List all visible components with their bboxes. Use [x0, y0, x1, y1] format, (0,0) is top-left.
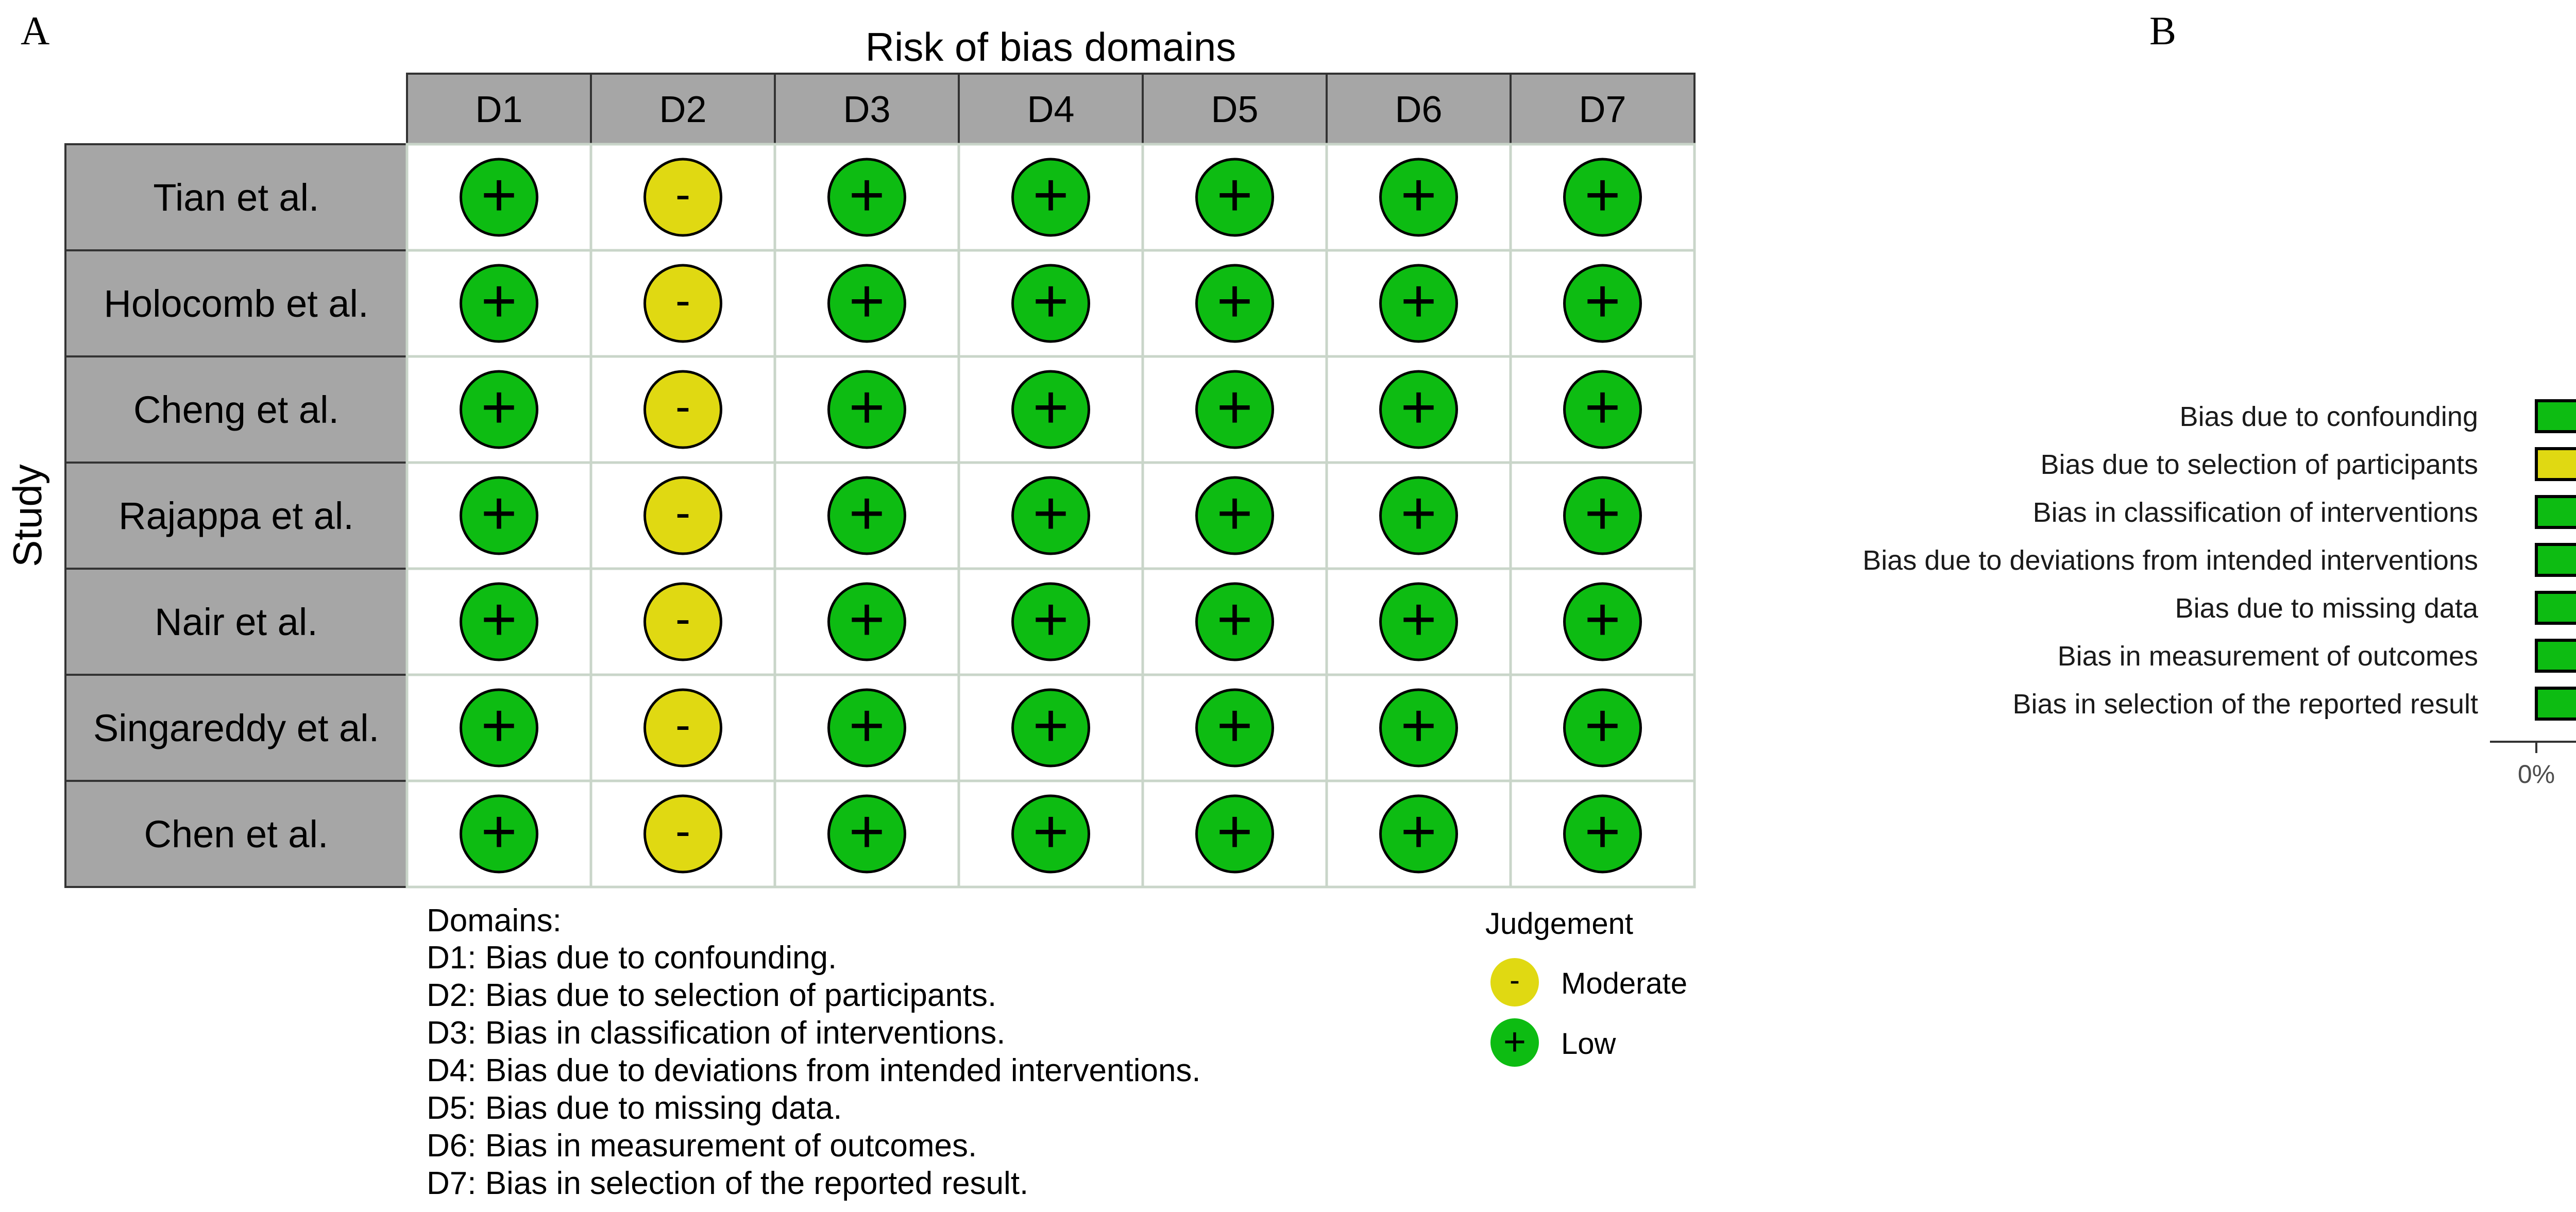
risk-of-bias-traffic-light-plot	[5, 24, 1694, 1201]
judgement-symbol: +	[481, 585, 517, 654]
low-risk-bar	[2536, 688, 2576, 719]
panel-b-label: B	[2149, 8, 2177, 53]
judgement-symbol: +	[1216, 160, 1253, 229]
judgement-symbol: +	[1584, 797, 1621, 866]
study-name-label: Nair et al.	[155, 601, 318, 643]
judgement-symbol: +	[481, 160, 517, 229]
domain-header-label: D6	[1395, 89, 1443, 130]
domain-legend-item: D7: Bias in selection of the reported result.	[427, 1166, 1029, 1201]
judgement-legend-label: Moderate	[1561, 967, 1688, 1000]
domain-header-label: D1	[475, 89, 523, 130]
domain-header-label: D7	[1579, 89, 1626, 130]
study-name-label: Rajappa et al.	[118, 494, 354, 537]
judgement-symbol: +	[1400, 160, 1437, 229]
judgement-symbol: +	[1584, 266, 1621, 335]
judgement-symbol: +	[481, 691, 517, 760]
judgement-symbol: +	[849, 691, 885, 760]
judgement-symbol: -	[675, 168, 691, 219]
domain-header-label: D3	[843, 89, 891, 130]
judgement-symbol: +	[1216, 797, 1253, 866]
judgement-symbol: -	[675, 593, 691, 644]
domain-legend-item: D3: Bias in classification of interventions.	[427, 1015, 1006, 1051]
judgement-symbol: +	[849, 372, 885, 441]
judgement-symbol: +	[1400, 479, 1437, 548]
judgement-symbol: +	[1584, 585, 1621, 654]
judgement-symbol: +	[1400, 691, 1437, 760]
judgement-symbol: +	[481, 372, 517, 441]
category-label: Bias in selection of the reported result	[2012, 689, 2478, 720]
study-name-label: Cheng et al.	[133, 388, 340, 431]
category-label: Bias in classification of interventions	[2032, 497, 2478, 528]
legend-symbol: +	[1503, 1020, 1527, 1064]
judgement-symbol: +	[481, 479, 517, 548]
judgement-symbol: +	[1216, 372, 1253, 441]
judgement-symbol: +	[1216, 691, 1253, 760]
judgement-symbol: -	[675, 275, 691, 326]
judgement-symbol: +	[1032, 691, 1069, 760]
domain-header-label: D5	[1211, 89, 1259, 130]
domain-legend-item: D5: Bias due to missing data.	[427, 1090, 842, 1126]
study-name-label: Singareddy et al.	[93, 707, 380, 749]
low-risk-bar	[2536, 544, 2576, 575]
category-label: Bias due to selection of participants	[2040, 449, 2478, 480]
judgement-symbol: +	[1400, 266, 1437, 335]
low-risk-bar	[2536, 592, 2576, 623]
domain-header-label: D4	[1027, 89, 1075, 130]
judgement-symbol: +	[1032, 585, 1069, 654]
judgement-symbol: -	[675, 805, 691, 856]
moderate-risk-bar	[2536, 449, 2576, 480]
judgement-symbol: -	[675, 381, 691, 432]
judgement-symbol: +	[1032, 797, 1069, 866]
risk-of-bias-summary-bar-chart	[1862, 401, 2576, 867]
judgement-symbol: +	[1584, 479, 1621, 548]
judgement-symbol: -	[675, 699, 691, 750]
study-name-label: Chen et al.	[144, 813, 329, 856]
category-label: Bias in measurement of outcomes	[2057, 641, 2478, 672]
panel-a-label: A	[21, 8, 50, 53]
legend-symbol: -	[1510, 963, 1520, 997]
domain-header-label: D2	[659, 89, 707, 130]
category-label: Bias due to deviations from intended interventions	[1862, 545, 2478, 576]
judgement-symbol: +	[1584, 160, 1621, 229]
judgement-symbol: +	[849, 479, 885, 548]
study-name-label: Holocomb et al.	[104, 282, 369, 325]
category-label: Bias due to confounding	[2179, 401, 2478, 432]
domain-legend-item: D2: Bias due to selection of participants.	[427, 978, 997, 1013]
judgement-symbol: +	[849, 266, 885, 335]
judgement-symbol: +	[849, 160, 885, 229]
judgement-symbol: +	[1400, 372, 1437, 441]
domain-legend-item: D6: Bias in measurement of outcomes.	[427, 1128, 977, 1164]
domains-legend-title: Domains:	[427, 903, 562, 938]
judgement-legend-label: Low	[1561, 1027, 1616, 1061]
judgement-symbol: +	[849, 797, 885, 866]
judgement-symbol: +	[1032, 160, 1069, 229]
judgement-symbol: +	[849, 585, 885, 654]
judgement-symbol: +	[1032, 479, 1069, 548]
study-axis-label: Study	[5, 464, 50, 567]
judgement-symbol: +	[1216, 266, 1253, 335]
judgement-symbol: +	[1400, 585, 1437, 654]
domain-legend-item: D4: Bias due to deviations from intended interventions.	[427, 1053, 1201, 1088]
x-tick-label: 0%	[2517, 760, 2555, 789]
judgement-symbol: +	[1216, 479, 1253, 548]
judgement-symbol: +	[1400, 797, 1437, 866]
judgement-symbol: +	[1032, 266, 1069, 335]
judgement-symbol: +	[1216, 585, 1253, 654]
low-risk-bar	[2536, 401, 2576, 432]
domains-title: Risk of bias domains	[865, 24, 1236, 70]
judgement-symbol: -	[675, 487, 691, 538]
judgement-legend-title: Judgement	[1485, 907, 1633, 941]
judgement-symbol: +	[1584, 691, 1621, 760]
judgement-symbol: +	[1032, 372, 1069, 441]
study-name-label: Tian et al.	[153, 176, 319, 219]
low-risk-bar	[2536, 640, 2576, 671]
judgement-symbol: +	[481, 266, 517, 335]
judgement-symbol: +	[481, 797, 517, 866]
category-label: Bias due to missing data	[2175, 593, 2478, 624]
judgement-symbol: +	[1584, 372, 1621, 441]
domain-legend-item: D1: Bias due to confounding.	[427, 940, 837, 976]
low-risk-bar	[2536, 497, 2576, 527]
